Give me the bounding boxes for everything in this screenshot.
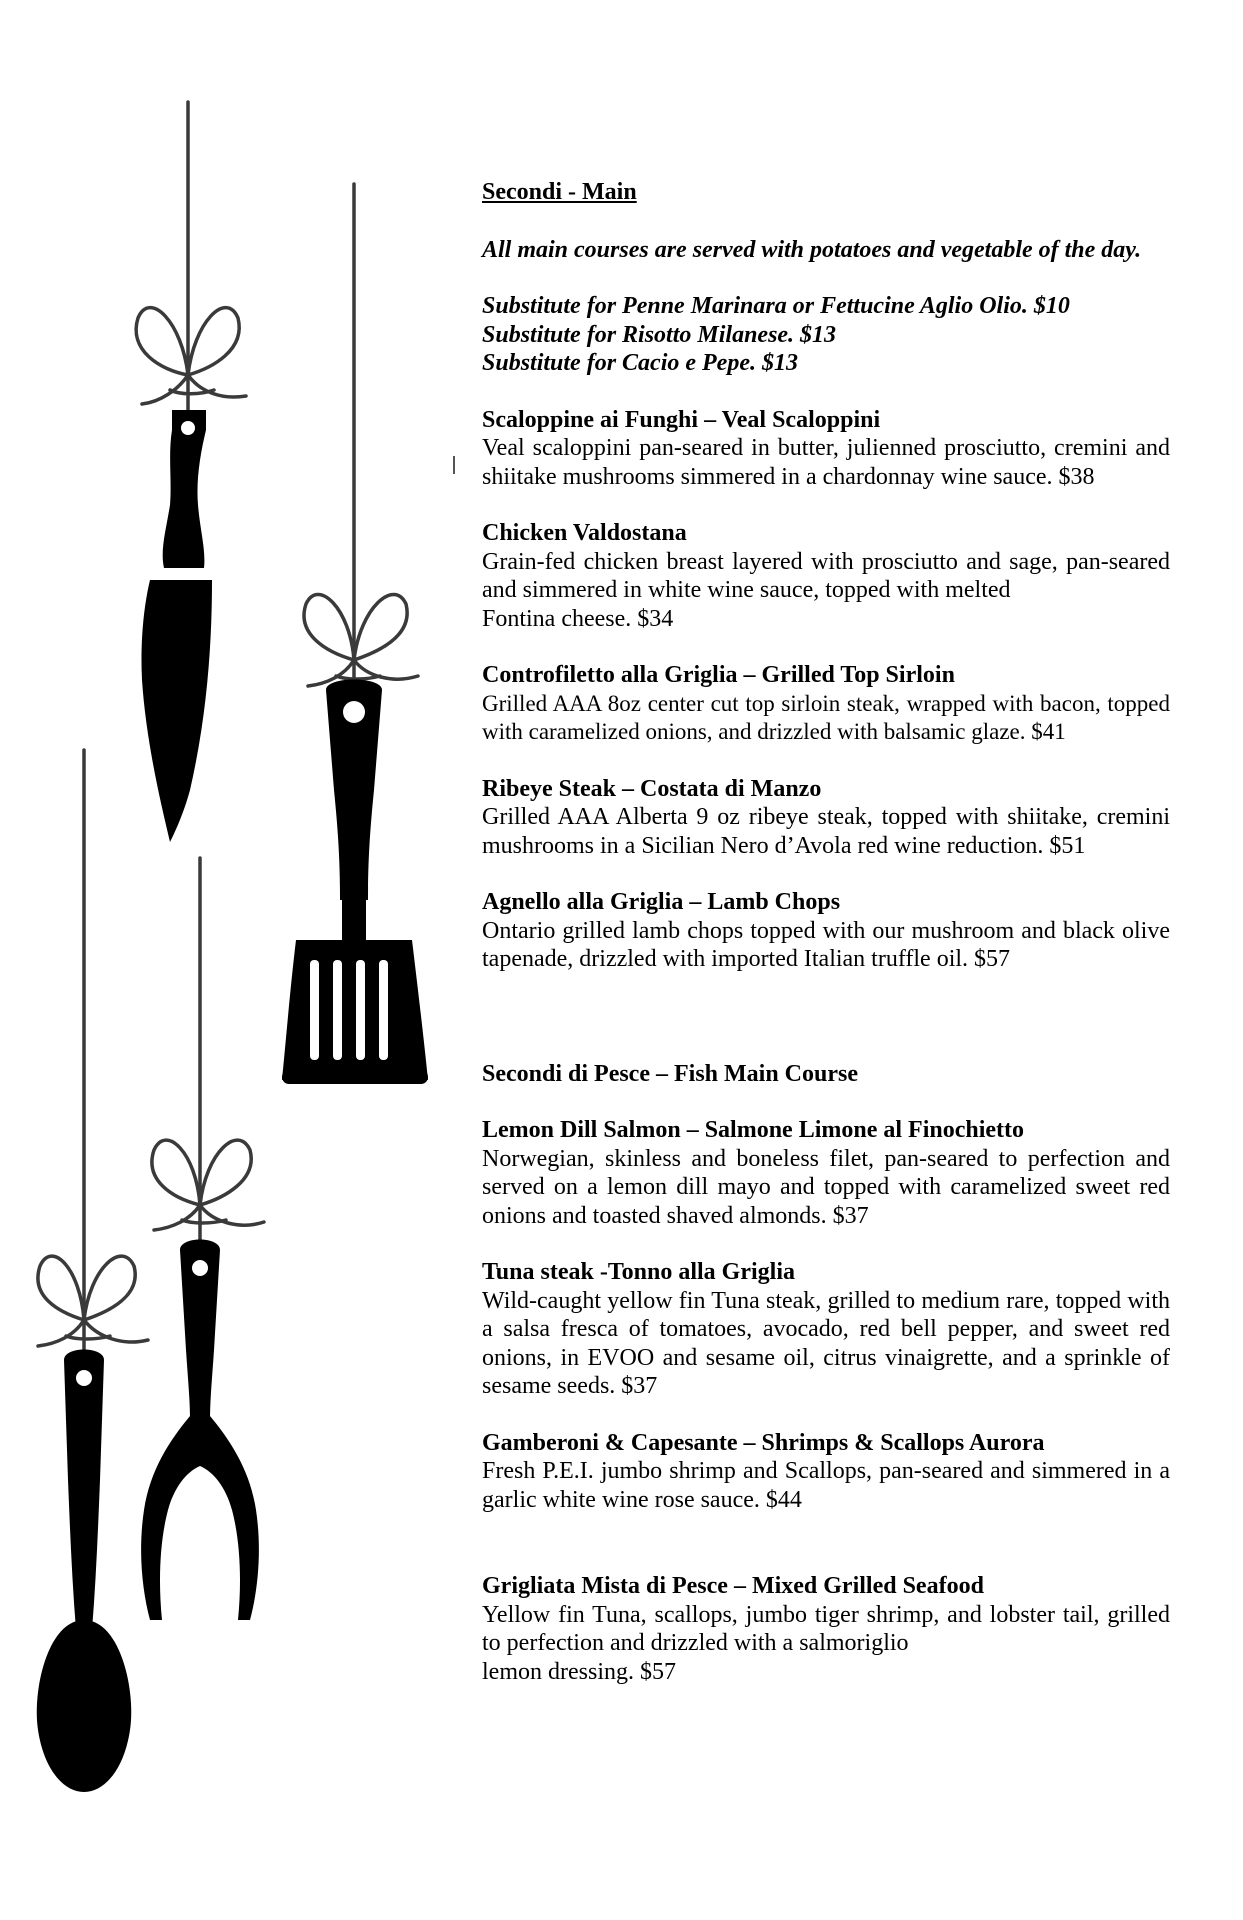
- menu-item-title: Agnello alla Griglia – Lamb Chops: [482, 889, 841, 915]
- substitution-item: Substitute for Risotto Milanese. $13: [482, 321, 837, 348]
- substitution-list: [482, 292, 1170, 378]
- menu-item: [482, 661, 1170, 747]
- hanging-utensils-illustration: [0, 0, 470, 1920]
- section-heading-fish: Secondi di Pesce – Fish Main Course: [482, 1060, 858, 1087]
- knife-icon: [141, 410, 212, 842]
- menu-item-description: Wild-caught yellow fin Tuna steak, grilled to medium rare, topped with a salsa fresca of tomatoes, avocado, red bell pepper, and sweet red onions, in EVOO and sesame oil, citrus vinaigrette, and a sprinkle of sesame seeds. $37: [482, 1287, 1170, 1399]
- menu-item-description: Grilled AAA 8oz center cut top sirloin steak, wrapped with bacon, topped with caramelized onions, and drizzled with balsamic glaze. $41: [482, 690, 1170, 744]
- menu-text: [482, 178, 1170, 1686]
- menu-item-description: Veal scaloppini pan-seared in butter, julienned prosciutto, cremini and shiitake mushrooms simmered in a chardonnay wine sauce. $38: [482, 435, 1170, 490]
- menu-item-title: Tuna steak -Tonno alla Griglia: [482, 1259, 795, 1285]
- menu-item-description-continued: Fontina cheese. $34: [482, 605, 674, 632]
- menu-item-description: Ontario grilled lamb chops topped with our mushroom and black olive tapenade, drizzled with imported Italian truffle oil. $57: [482, 917, 1170, 972]
- menu-item-title: Grigliata Mista di Pesce – Mixed Grilled Seafood: [482, 1573, 984, 1599]
- menu-item: [482, 1572, 1170, 1686]
- menu-item-title: Gamberoni & Capesante – Shrimps & Scallops Aurora: [482, 1429, 1045, 1456]
- carving-fork-icon: [141, 1240, 259, 1621]
- menu-item-description-continued: lemon dressing. $57: [482, 1658, 676, 1685]
- menu-item: [482, 1258, 1170, 1401]
- menu-item-description: Grain-fed chicken breast layered with prosciutto and sage, pan-seared and simmered in white wine sauce, topped with melted: [482, 548, 1170, 603]
- menu-item-description: Norwegian, skinless and boneless filet, pan-seared to perfection and served on a lemon dill mayo and topped with caramelized sweet red onions and toasted shaved almonds. $37: [482, 1145, 1170, 1229]
- menu-item-title: Controfiletto alla Griglia – Grilled Top Sirloin: [482, 662, 955, 688]
- substitution-item: Substitute for Penne Marinara or Fettucine Aglio Olio. $10: [482, 293, 1070, 319]
- menu-item: [482, 406, 1170, 492]
- menu-item: [482, 775, 1170, 861]
- main-intro-note: All main courses are served with potatoes and vegetable of the day.: [482, 236, 1142, 263]
- menu-item-title: Scaloppine ai Funghi – Veal Scaloppini: [482, 406, 881, 433]
- section-heading-main: Secondi - Main: [482, 179, 637, 205]
- menu-item: [482, 519, 1170, 633]
- spoon-icon: [37, 1350, 131, 1793]
- substitution-item: Substitute for Cacio e Pepe. $13: [482, 350, 798, 376]
- menu-item-description: Yellow fin Tuna, scallops, jumbo tiger shrimp, and lobster tail, grilled to perfection and drizzled with a salmoriglio: [482, 1601, 1170, 1656]
- spatula-icon: [282, 680, 428, 1085]
- menu-item-description: Fresh P.E.I. jumbo shrimp and Scallops, pan-seared and simmered in a garlic white wine rose sauce. $44: [482, 1458, 1170, 1513]
- menu-item-title: Ribeye Steak – Costata di Manzo: [482, 775, 822, 802]
- menu-item-title: Lemon Dill Salmon – Salmone Limone al Finochietto: [482, 1117, 1025, 1143]
- menu-item: [482, 888, 1170, 974]
- menu-item: [482, 1116, 1170, 1230]
- menu-item-title: Chicken Valdostana: [482, 520, 687, 546]
- menu-item-description: Grilled AAA Alberta 9 oz ribeye steak, topped with shiitake, cremini mushrooms in a Sicilian Nero d’Avola red wine reduction. $51: [482, 804, 1170, 859]
- menu-item: [482, 1429, 1170, 1515]
